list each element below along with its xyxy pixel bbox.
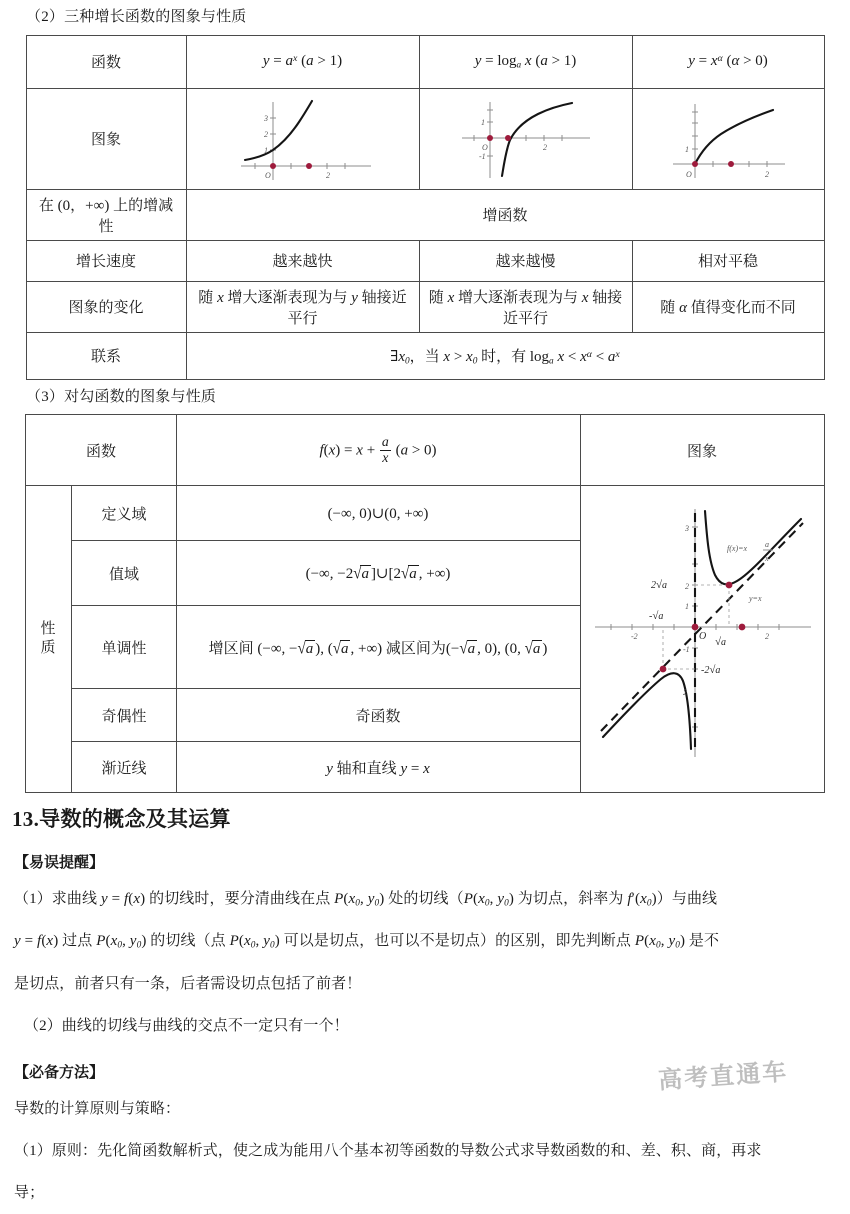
cell-speed-pow: 相对平稳 (632, 240, 824, 281)
cell-hook-prop-label: 性 质 (26, 486, 72, 793)
cell-hook-prop-value-3: 奇函数 (176, 689, 580, 742)
warning-paragraph-line-2: y = f(x) 过点 $P(x_0$, $y_0$) 的切线（点 $P(x_0$, $y_0$) 可以是切点，也可以不是切点）的区别，即先判断点 $P(x_0$, $y_0$) 是不 (14, 933, 720, 952)
cell-row-header-function: 函数 (26, 35, 186, 88)
plot-hook-function (587, 499, 819, 779)
cell-hook-prop-value-0: (−∞, 0)∪(0, +∞) (176, 486, 580, 541)
cell-row-header-monotonic: 在 (0，+∞) 上的增减性 (26, 189, 186, 240)
cell-hook-header-function: 函数 (26, 415, 176, 486)
svg-text:1: 1 (685, 144, 689, 154)
svg-text:2: 2 (764, 632, 769, 641)
cell-function-pow: $y = x^\alpha$ (α > 0) (632, 35, 824, 88)
cell-change-exp: 随 x 增大逐渐表现为与 y 轴接近平行 (186, 281, 419, 332)
svg-text:√a: √a (714, 636, 726, 648)
cell-graph-log (419, 88, 632, 189)
cell-row-header-relation: 联系 (26, 332, 186, 379)
method-item-1-line-2: 导； (14, 1184, 45, 1201)
svg-text:-2: -2 (630, 632, 638, 641)
table-row (26, 281, 824, 332)
cell-hook-prop-name-4: 渐近线 (72, 742, 176, 793)
method-item-1-line-1: （1）原则：先化简函数解析式，使之成为能用八个基本初等函数的导数公式求导数函数的和、差、积、商，再求 (14, 1142, 762, 1159)
svg-text:1: 1 (480, 117, 485, 127)
table-row (26, 486, 824, 541)
cell-hook-graph (580, 486, 824, 793)
svg-text:3: 3 (684, 524, 689, 533)
svg-text:2: 2 (682, 688, 687, 697)
cell-hook-prop-value-2: 增区间 (−∞, −√a ), (√a , +∞) 减区间为(−√a , 0), (0, √a ) (176, 606, 580, 689)
svg-text:x: x (764, 554, 769, 563)
svg-text:-1: -1 (478, 151, 486, 161)
cell-function-log: $y = \log_a x$ (a > 1) (419, 35, 632, 88)
watermark: 高考直通车 (657, 1058, 789, 1095)
cell-graph-power (632, 88, 824, 189)
svg-text:2: 2 (542, 142, 547, 152)
svg-text:2: 2 (684, 582, 689, 591)
svg-text:2: 2 (325, 170, 330, 180)
table-row (26, 240, 824, 281)
table-row (26, 189, 824, 240)
svg-text:3: 3 (263, 113, 268, 123)
section-label-hook: （3）对勾函数的图象与性质 (26, 388, 217, 405)
cell-hook-prop-value-4: y 轴和直线 y = x (176, 742, 580, 793)
table-growth-functions (26, 35, 825, 380)
heading-derivative-section: 13.导数的概念及其运算 (12, 807, 231, 831)
cell-hook-prop-name-1: 值域 (72, 541, 176, 606)
cell-graph-exp (186, 88, 419, 189)
cell-hook-prop-name-0: 定义域 (72, 486, 176, 541)
svg-text:1: 1 (684, 602, 689, 611)
cell-change-log: 随 x 增大逐渐表现为与 x 轴接近平行 (419, 281, 632, 332)
heading-method-block: 【必备方法】 (14, 1064, 105, 1081)
svg-text:a: a (764, 540, 769, 549)
svg-text:O: O (698, 631, 706, 642)
cell-change-pow: 随 α 值得变化而不同 (632, 281, 824, 332)
plot-exponential (223, 94, 383, 184)
svg-text:1: 1 (263, 145, 268, 155)
method-intro: 导数的计算原则与策略： (14, 1100, 181, 1117)
svg-text:2: 2 (765, 169, 769, 179)
svg-text:2√a: 2√a (650, 579, 667, 591)
cell-speed-exp: 越来越快 (186, 240, 419, 281)
cell-row-header-speed: 增长速度 (26, 240, 186, 281)
table-row (26, 88, 824, 189)
svg-text:-1: -1 (682, 645, 690, 654)
cell-relation-value: $\exists x_0$，当 $x > x_0$ 时，有 $\log_a x < x^\alpha < a^x$ (186, 332, 824, 379)
cell-hook-formula: f(x) = x + $\frac{a}{x}$ (a > 0) (176, 415, 580, 486)
cell-hook-prop-name-2: 单调性 (72, 606, 176, 689)
cell-speed-log: 越来越慢 (419, 240, 632, 281)
table-row (26, 332, 824, 379)
section-label-growth: （2）三种增长函数的图象与性质 (26, 9, 247, 25)
warning-paragraph-line-3: 是切点，前者只有一条，后者需设切点包括了前者！ (14, 975, 362, 992)
cell-row-header-graph: 图象 (26, 88, 186, 189)
svg-text:-√a: -√a (648, 610, 663, 622)
heading-warning-block: 【易误提醒】 (14, 855, 105, 871)
table-hook-function (25, 414, 824, 793)
svg-text:y=x: y=x (748, 594, 761, 603)
table-row (26, 35, 824, 88)
cell-hook-prop-value-1: (−∞, −2√a ]∪[2√a , +∞) (176, 541, 580, 606)
svg-text:O: O (481, 142, 488, 152)
svg-text:f(x)=x: f(x)=x (726, 544, 747, 553)
svg-text:2: 2 (263, 129, 268, 139)
warning-paragraph-2: （2）曲线的切线与曲线的交点不一定只有一个！ (24, 1017, 349, 1034)
cell-monotonic-value: 增函数 (186, 189, 824, 240)
cell-hook-header-graph: 图象 (580, 415, 824, 486)
cell-function-exp: $y = a^x$ (a > 1) (186, 35, 419, 88)
svg-text:O: O (264, 170, 271, 180)
cell-row-header-change: 图象的变化 (26, 281, 186, 332)
table-row (26, 415, 824, 486)
svg-text:-2√a: -2√a (700, 664, 720, 676)
plot-power (653, 94, 803, 184)
plot-logarithm (446, 94, 606, 184)
cell-hook-prop-name-3: 奇偶性 (72, 689, 176, 742)
svg-text:O: O (686, 169, 692, 179)
warning-paragraph-line-1: （1）求曲线 y = f(x) 的切线时，要分清曲线在点 $P(x_0$, $y_0$) 处的切线（$P(x_0$, $y_0$) 为切点，斜率为 $f'(x_0)$）与曲线 (14, 891, 718, 909)
